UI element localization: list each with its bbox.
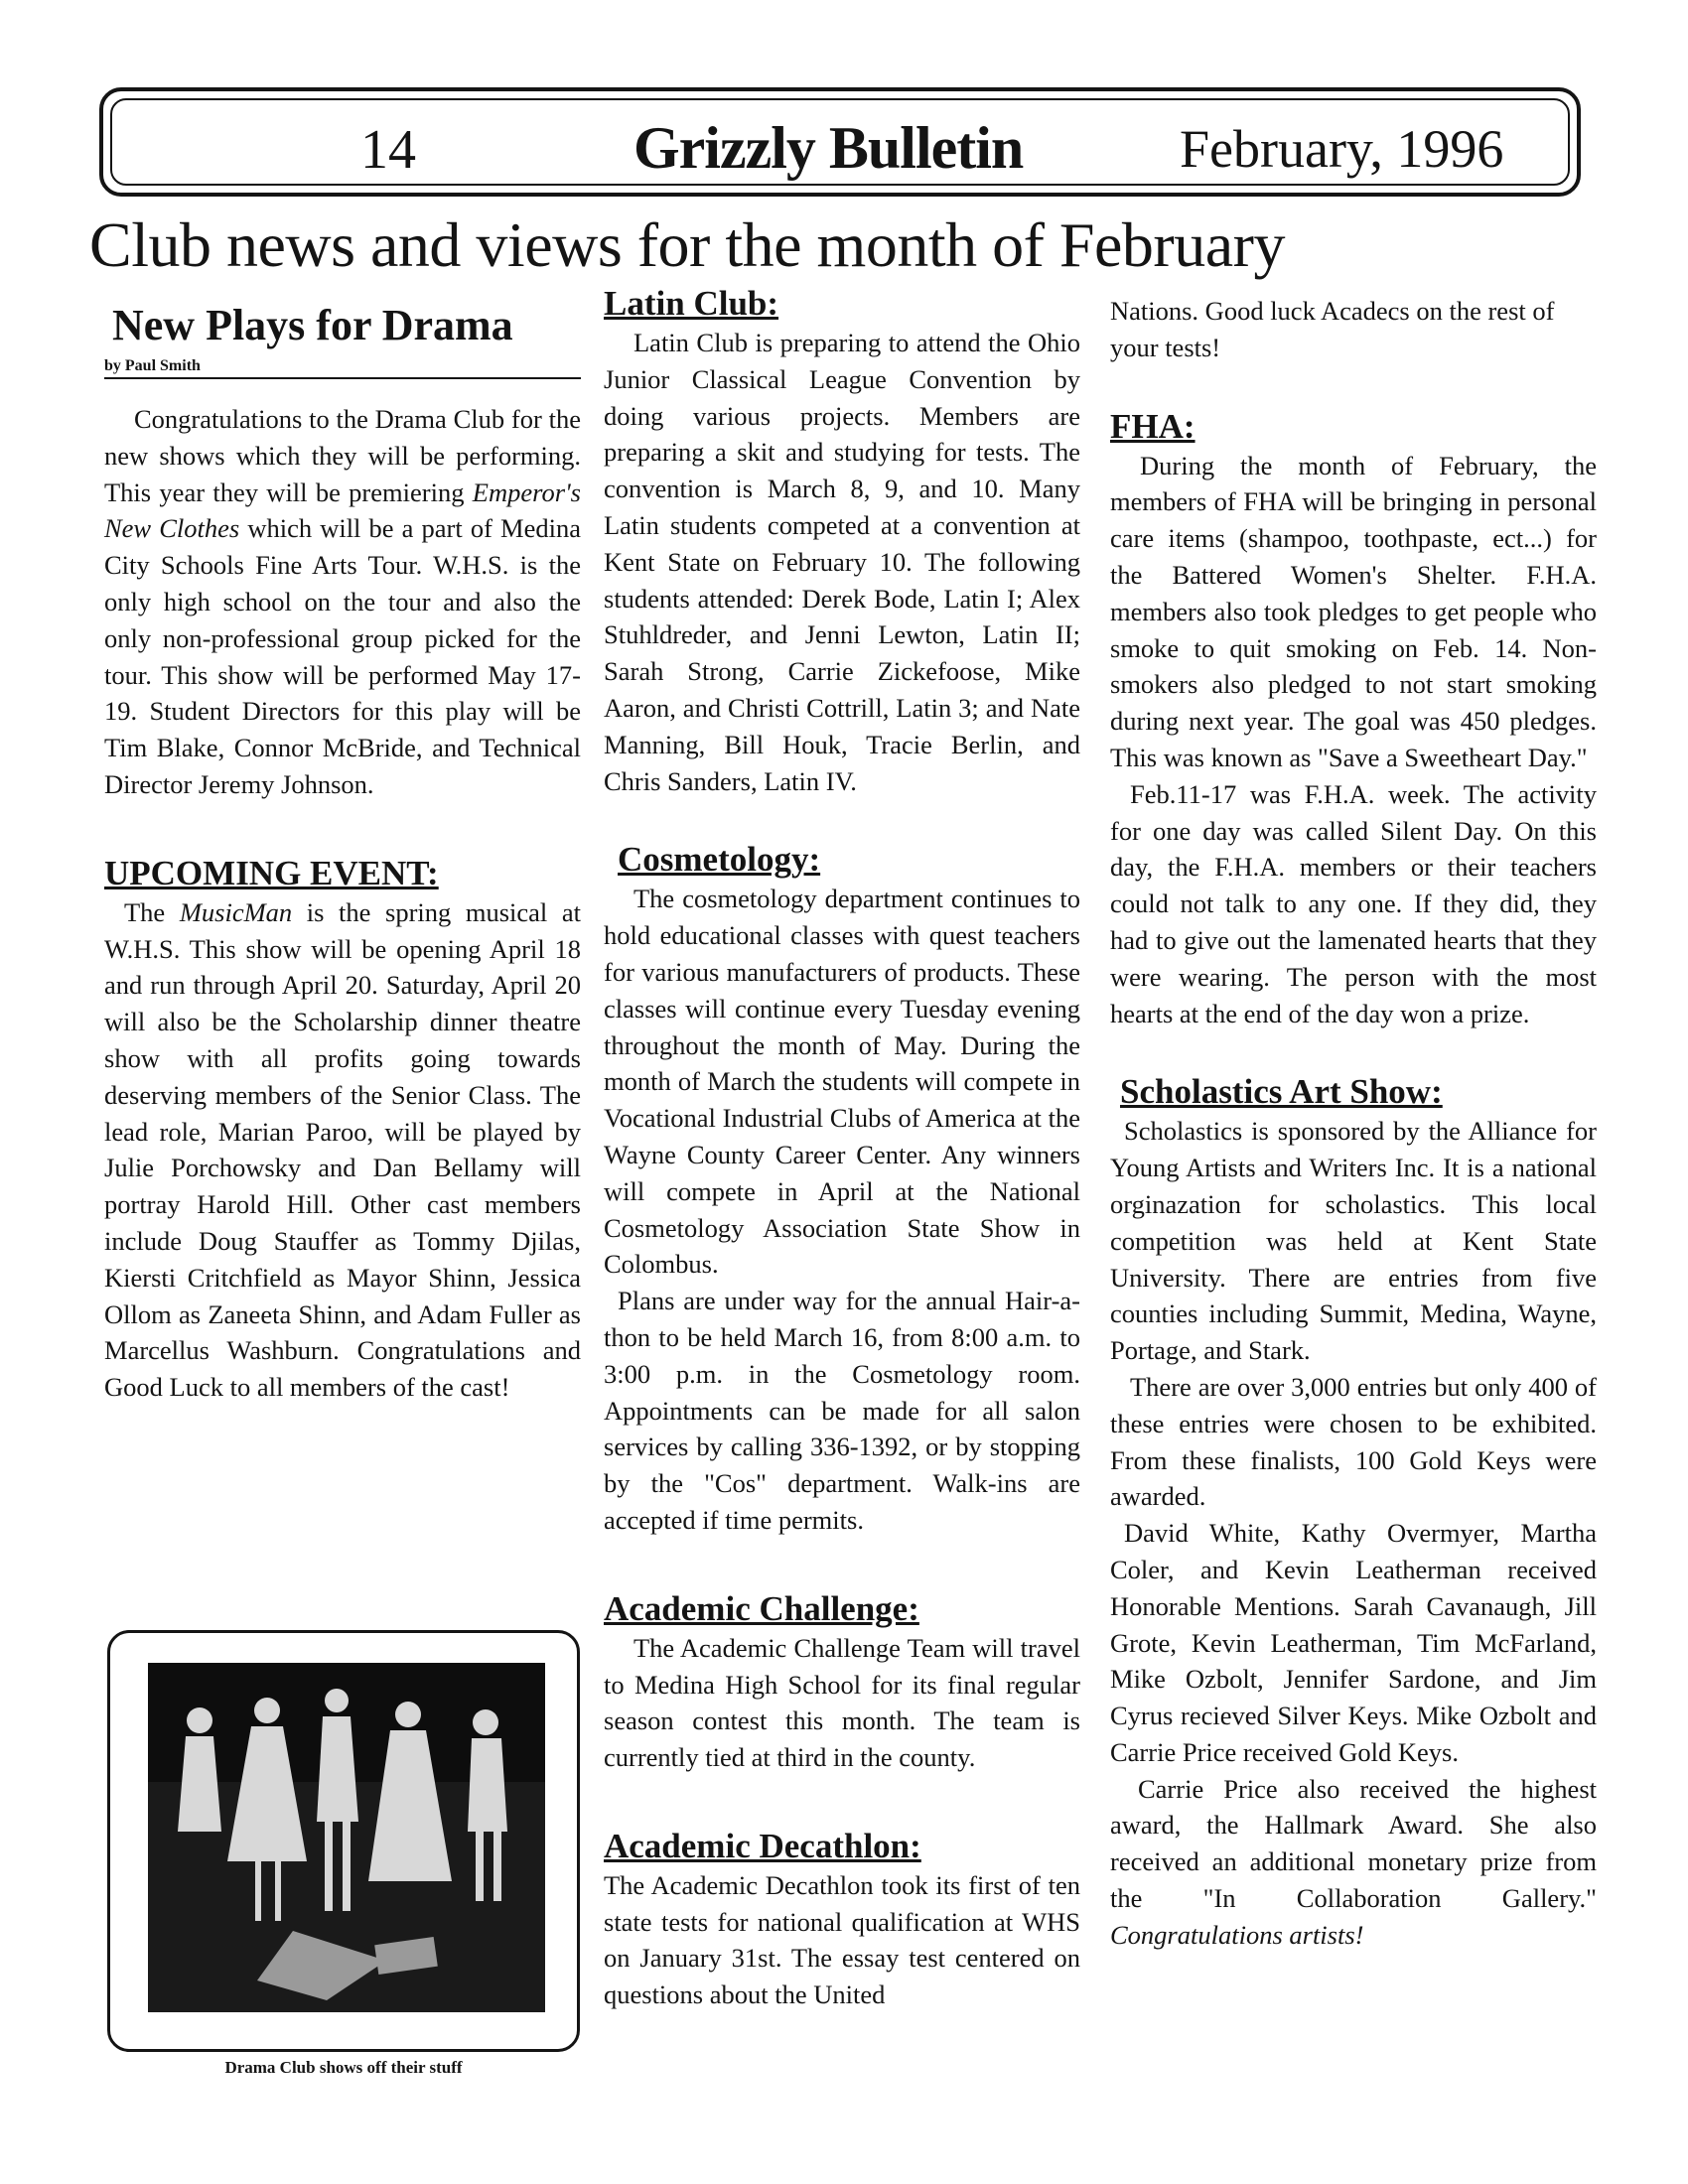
scholastics-closing: Congratulations artists! xyxy=(1110,1919,1364,1950)
photo-caption: Drama Club shows off their stuff xyxy=(224,2058,463,2077)
masthead-inner-border xyxy=(110,98,1570,186)
issue-date: February, 1996 xyxy=(1180,119,1504,179)
drama-paragraph: Congratulations to the Drama Club for the new shows which they will be performing. This year they will be premiering Emperor's New Clothes which will be a part of Medina City Schools Fine Arts Tour. W.H.S. is the only high school on the tour and also the only non-professional group picked for the tour. This show will be performed May 17-19. Student Directors for this play will be Tim Blake, Connor McBride, and Technical Director Jeremy Johnson. xyxy=(104,404,581,799)
scholastics-paragraph-4: Carrie Price also received the highest award, the Hallmark Award. She also received an additional monetary prize from the "In Collaboration Gallery." Congratulations artists! xyxy=(1110,1773,1597,1950)
column-middle xyxy=(604,283,1080,2013)
fha-paragraph-1: During the month of February, the members of FHA will be bringing in personal care items (shampoo, toothpaste, ect...) for the Battered Women's Shelter. F.H.A. members also took pledges to get people who smoke to quit smoking on Feb. 14. Non-smokers also pledged to not start smoking during next year. The goal was 450 pledges. This was known as "Save a Sweetheart Day." xyxy=(1110,450,1597,772)
academic-challenge-paragraph: The Academic Challenge Team will travel to Medina High School for its final regular season contest this month. The team is currently tied at third in the county. xyxy=(604,1632,1080,1773)
cosmetology-paragraph-1: The cosmetology department continues to hold educational classes with quest teachers for various manufacturers of products. These classes will continue every Tuesday evening throughout the month of May. During the month of March the students will compete in Vocational Industrial Clubs of America at the Wayne County Career Center. Any winners will compete in April at the National Cosmetology Association State Show in Colombus. xyxy=(604,884,1080,1280)
latin-club-heading: Latin Club: xyxy=(604,284,779,323)
scholastics-paragraph-1: Scholastics is sponsored by the Alliance for Young Artists and Writers Inc. It is a national orginazation for scholastics. This local competition was held at Kent State University. There are entries from five counties including Summit, Medina, Wayne, Portage, and Stark. xyxy=(1110,1116,1597,1366)
academic-challenge-heading: Academic Challenge: xyxy=(604,1588,919,1628)
fha-paragraph-2: Feb.11-17 was F.H.A. week. The activity for one day was called Silent Day. On this day, the F.H.A. members or their teachers could not talk to any one. If they did, they had to give out the lamenated hearts that they were wearing. The person with the most hearts at the end of the day won a prize. xyxy=(1110,778,1597,1028)
newspaper-title: Grizzly Bulletin xyxy=(633,115,1024,181)
page-headline: Club news and views for the month of February xyxy=(89,209,1285,280)
academic-decathlon-continued: Nations. Good luck Acadecs on the rest of your tests! xyxy=(1110,296,1555,362)
column-right xyxy=(1110,293,1597,1954)
cosmetology-paragraph-2: Plans are under way for the annual Hair-a-thon to be held March 16, from 8:00 a.m. to 3:00 p.m. in the Cosmetology room. Appointments can be made for all salon services by calling 336-1392, or by stopping by the "Cos" department. Walk-ins are accepted if time permits. xyxy=(604,1286,1080,1535)
photo-frame xyxy=(107,1630,580,2052)
latin-club-paragraph: Latin Club is preparing to attend the Ohio Junior Classical League Convention by doing various projects. Members are preparing a skit and studying for tests. The convention is March 8, 9, and 10. Many Latin students competed at a convention at Kent State on February 10. The following students attended: Derek Bode, Latin I; Alex Stuhldreder, and Jenni Lewton, Latin II; Sarah Strong, Carrie Zickefoose, Mike Aaron, and Christi Cottrill, Latin 3; and Nate Manning, Bill Houk, Tracie Berlin, and Chris Sanders, Latin IV. xyxy=(604,328,1080,796)
scholastics-paragraph-3: David White, Kathy Overmyer, Martha Coler, and Kevin Leatherman received Honorable Mentions. Sarah Cavanaugh, Jill Grote, Kevin Leatherman, Tim McFarland, Mike Ozbolt, Jennifer Sardone, and Jim Cyrus recieved Silver Keys. Mike Ozbolt and Carrie Price received Gold Keys. xyxy=(1110,1518,1597,1767)
drama-club-photo xyxy=(148,1663,545,2012)
drama-byline: by Paul Smith xyxy=(104,357,581,379)
upcoming-event-heading: UPCOMING EVENT: xyxy=(104,853,439,892)
academic-decathlon-heading: Academic Decathlon: xyxy=(604,1826,921,1865)
column-left xyxy=(104,298,581,1406)
musical-title: MusicMan xyxy=(179,896,293,927)
upcoming-event-paragraph: The MusicMan is the spring musical at W.H.S. This show will be opening April 18 and run through April 20. Saturday, April 20 will also be the Scholarship dinner theatre show with all profits going towards deserving members of the Senior Class. The lead role, Marian Paroo, will be played by Julie Porchowsky and Dan Bellamy will portray Harold Hill. Other cast members include Doug Stauffer as Tommy Djilas, Kiersti Critchfield as Mayor Shinn, Jessica Ollom as Zaneeta Shinn, and Adam Fuller as Marcellus Washburn. Congratulations and Good Luck to all members of the cast! xyxy=(104,896,581,1403)
scholastics-art-show-heading: Scholastics Art Show: xyxy=(1120,1072,1443,1112)
page-number: 14 xyxy=(360,119,416,181)
academic-decathlon-paragraph: The Academic Decathlon took its first of ten state tests for national qualification at WHS on January 31st. The essay test centered on questions about the United xyxy=(604,1869,1080,2010)
cosmetology-heading: Cosmetology: xyxy=(618,840,821,880)
masthead xyxy=(99,87,1581,197)
fha-heading: FHA: xyxy=(1110,406,1196,446)
scholastics-paragraph-2: There are over 3,000 entries but only 400 of these entries were chosen to be exhibited. From these finalists, 100 Gold Keys were awarded. xyxy=(1110,1371,1597,1512)
drama-show-title: Emperor's New Clothes xyxy=(104,477,581,544)
drama-article-title: New Plays for Drama xyxy=(112,301,513,349)
